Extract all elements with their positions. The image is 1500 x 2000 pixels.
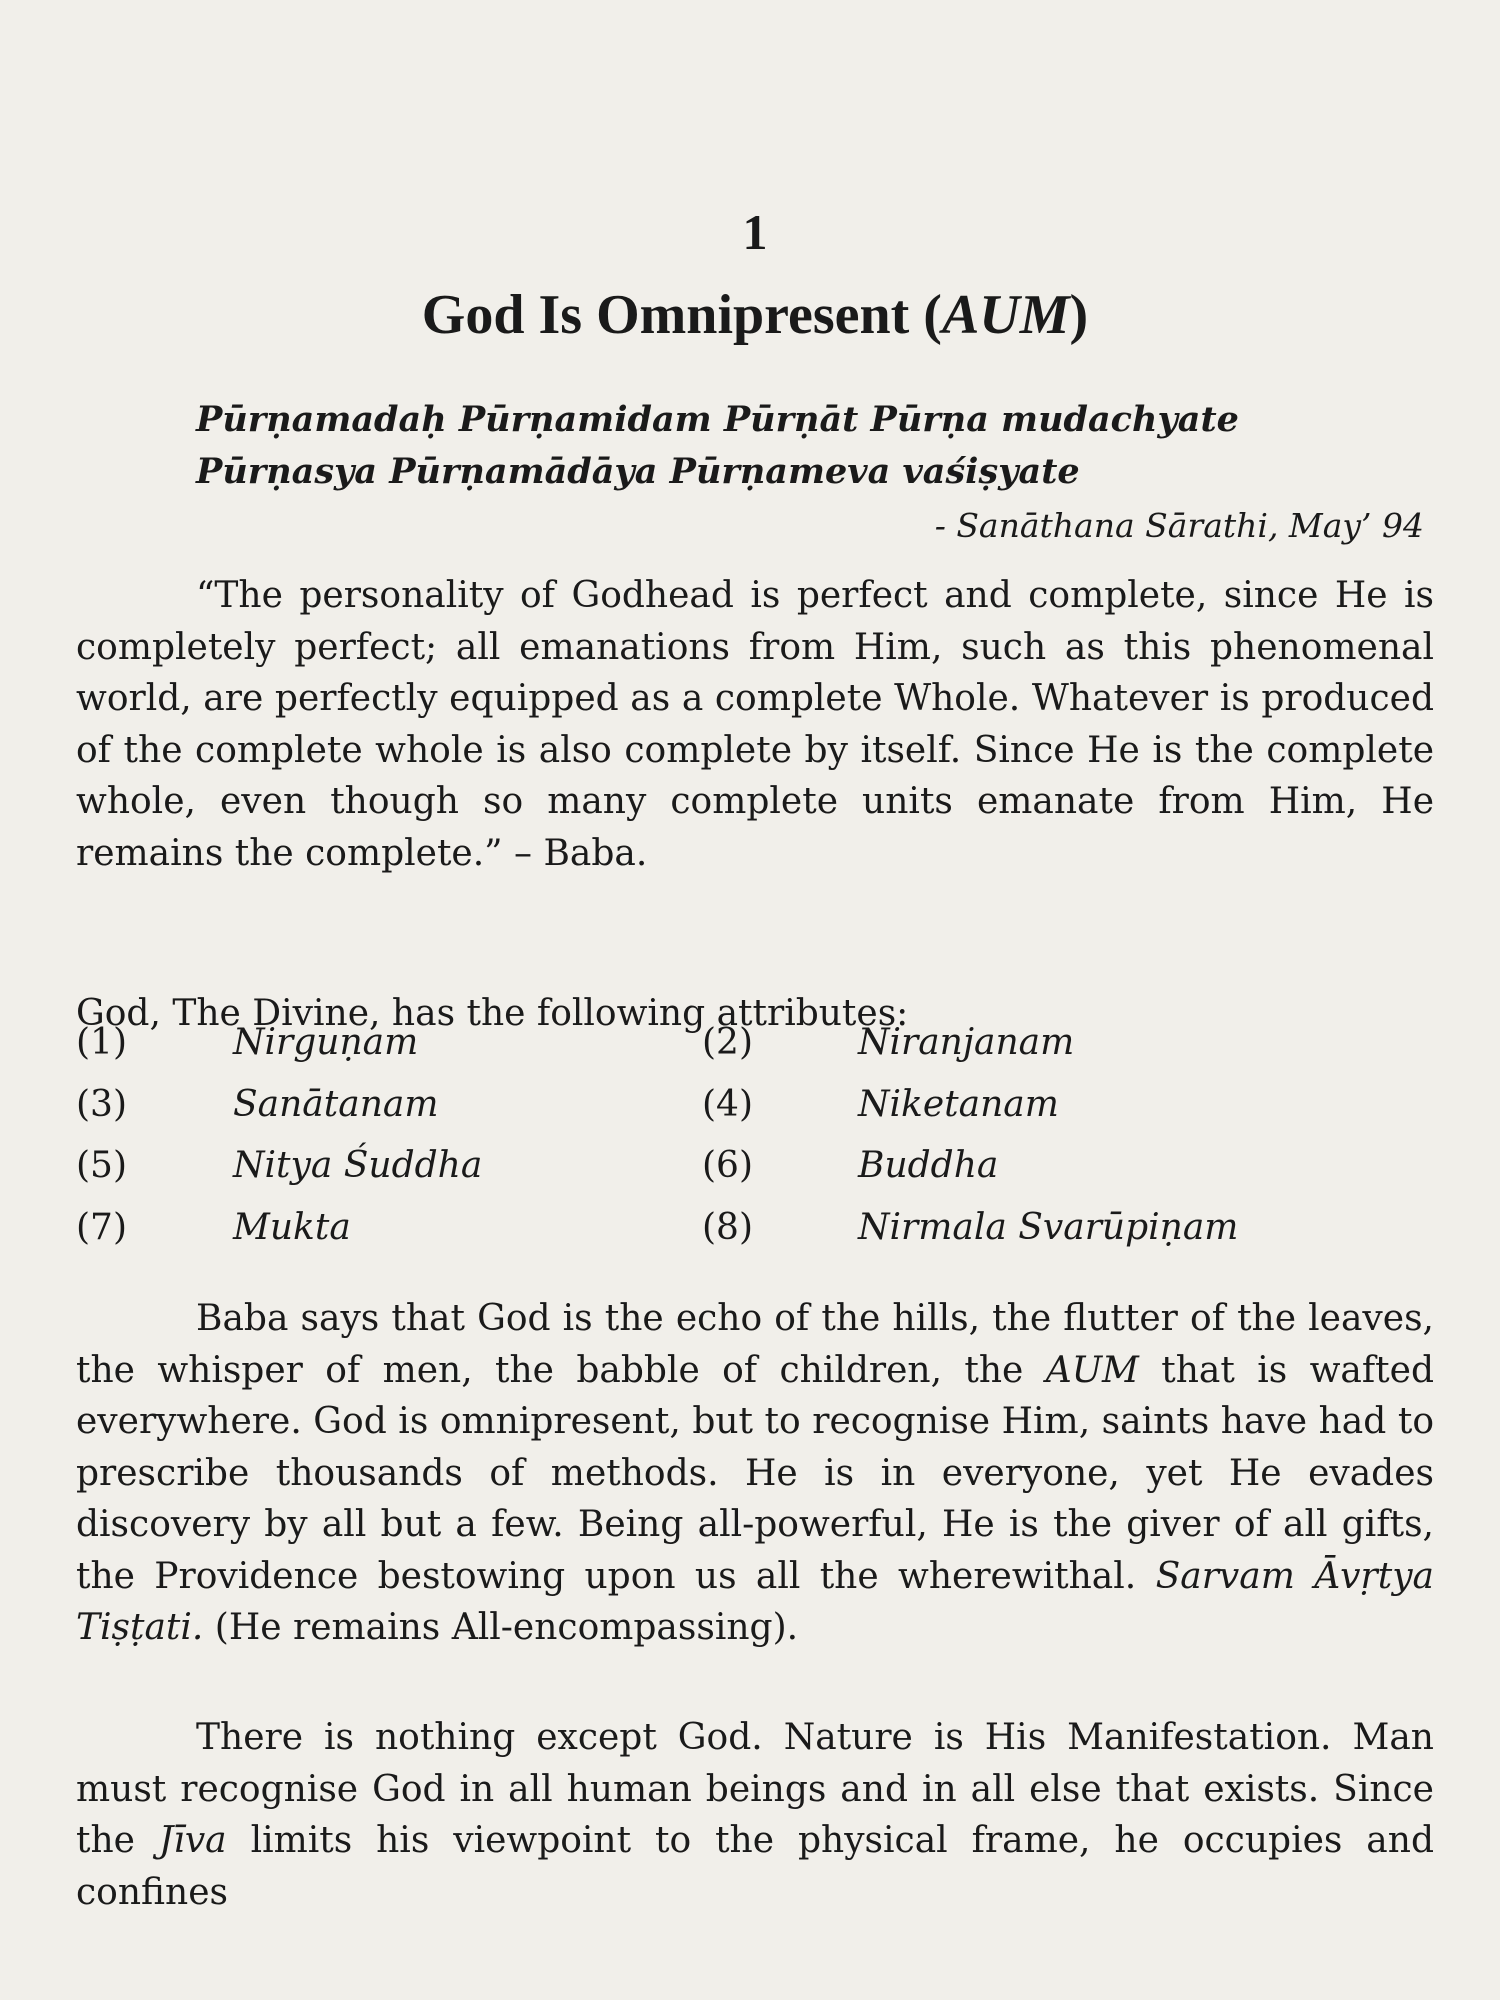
paragraph4-text-1: There is nothing except God. Nature is His Manifestation. Man must recognise God in all human beings and in all else that exists. Since the: [76, 1717, 1434, 1861]
paragraph-omnipresent: [76, 1293, 1434, 1654]
attribute-name: Niketanam: [858, 1083, 1059, 1125]
attribute-name: Nirguṇam: [233, 1022, 419, 1063]
paragraph3-italic-2: Sarvam Āvṛtya Tiṣṭati.: [76, 1555, 1435, 1648]
book-page: [76, 0, 1434, 2000]
chapter-number: 1: [742, 204, 768, 260]
attributes-list: [76, 1022, 1434, 1268]
paragraph4-italic-1: Jīva: [158, 1820, 227, 1861]
attributes-row: [76, 1084, 1434, 1146]
attribute-number: (6): [702, 1145, 753, 1186]
verse-source: - Sanāthana Sārathi, May’ 94: [934, 506, 1424, 545]
attribute-number: (4): [702, 1083, 753, 1125]
paragraph3-text-2: that is wafted everywhere. God is omnipresent, but to recognise Him, saints have had to prescribe thousands of methods. He is in everyone, yet He evades discovery by all but a few. Being all-powerful, He is the giver of all gifts, the Providence bestowing upon us all the wherewithal.: [76, 1349, 1434, 1597]
attribute-number: (8): [702, 1206, 753, 1248]
verse-line-2: Pūrṇasya Pūrṇamādāya Pūrṇameva vaśiṣyate: [196, 451, 1080, 492]
paragraph-attributes-intro: God, The Divine, has the following attributes:: [76, 993, 909, 1034]
chapter-title-end: ): [1069, 284, 1089, 346]
attributes-row: [76, 1207, 1434, 1269]
attribute-name: Niranjanam: [858, 1022, 1075, 1063]
attribute-number: (1): [76, 1022, 127, 1063]
chapter-title: [76, 280, 1434, 350]
paragraph3-text-3: (He remains All-encompassing).: [203, 1607, 799, 1648]
attribute-name: Nirmala Svarūpiṇam: [858, 1206, 1239, 1248]
attribute-name: Nitya Śuddha: [233, 1145, 483, 1186]
attribute-name: Mukta: [233, 1206, 351, 1248]
attributes-row: [76, 1145, 1434, 1207]
attributes-row: [76, 1022, 1434, 1084]
sanskrit-verse: [196, 394, 1426, 498]
paragraph-quote: “The personality of Godhead is perfect and complete, since He is completely perfect; all emanations from Him, such as this phenomenal world, are perfectly equipped as a complete Whole. Whatever is produced of the complete whole is also complete by itself. Since He is the complete whole, even though so many complete units emanate from Him, He remains the complete.” – Baba.: [76, 575, 1434, 874]
chapter-title-italic: AUM: [941, 284, 1070, 346]
paragraph-nothing-except-god: [76, 1712, 1434, 1918]
attribute-name: Buddha: [858, 1145, 999, 1186]
attribute-number: (5): [76, 1145, 127, 1186]
attribute-number: (2): [702, 1022, 753, 1063]
paragraph3-italic-1: AUM: [1045, 1349, 1139, 1391]
paragraph3-text-1: Baba says that God is the echo of the hills, the flutter of the leaves, the whisper of men, the babble of children, the: [76, 1298, 1434, 1391]
verse-line-1: Pūrṇamadaḥ Pūrṇamidam Pūrṇāt Pūrṇa mudachyate: [196, 399, 1239, 440]
paragraph4-text-2: limits his viewpoint to the physical frame, he occupies and confines: [76, 1820, 1434, 1913]
chapter-title-main: God Is Omnipresent (: [421, 284, 942, 346]
attribute-name: Sanātanam: [233, 1083, 439, 1125]
attribute-number: (3): [76, 1083, 127, 1125]
attribute-number: (7): [76, 1206, 127, 1248]
